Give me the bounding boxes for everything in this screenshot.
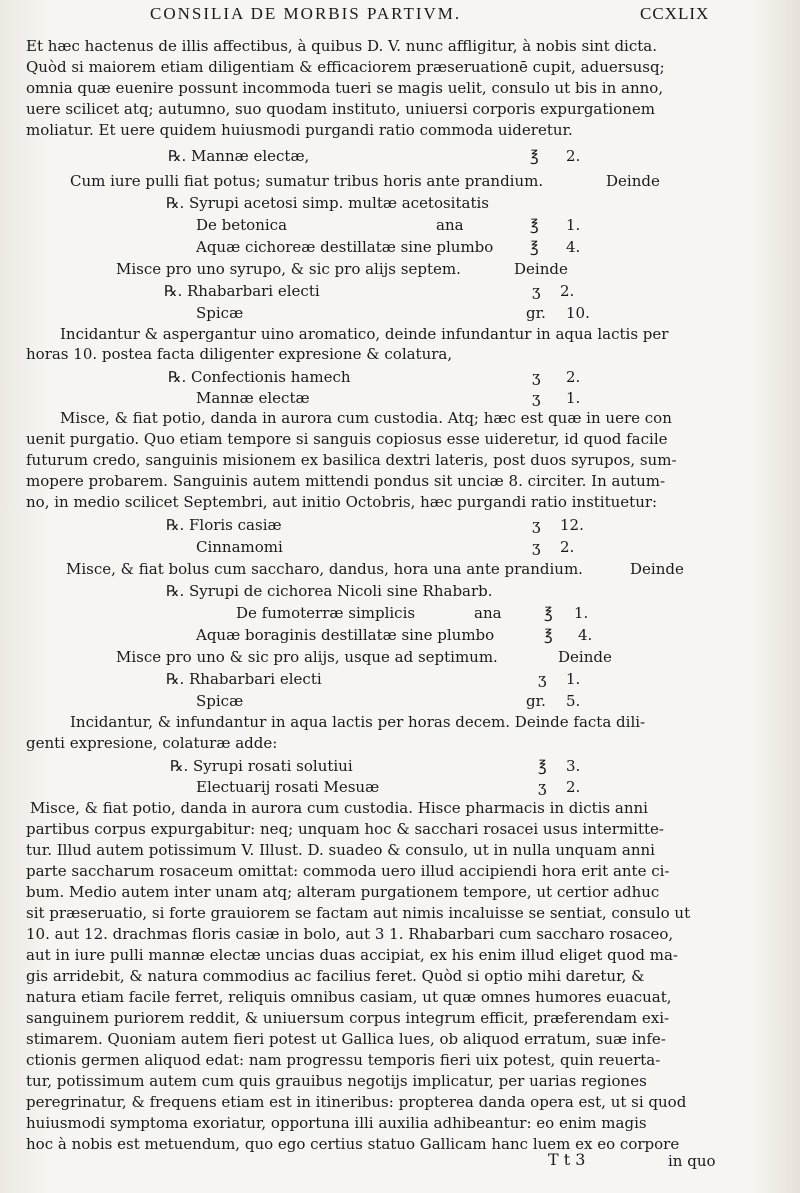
- page-footer: [0, 1140, 800, 1180]
- recipe-line: [0, 647, 800, 667]
- recipe-line: [0, 515, 800, 535]
- recipe-line: [0, 215, 800, 235]
- quantity: 2.: [566, 778, 581, 796]
- recipe-line: [0, 537, 800, 557]
- ana: ana: [474, 604, 502, 622]
- ingredient: Spicæ: [196, 692, 244, 710]
- quantity: 10.: [566, 304, 590, 322]
- text-line: uere scilicet atq; autumno, suo quodam instituto, uniuersi corporis expurgationem: [26, 100, 655, 118]
- recipe-line: [0, 581, 800, 601]
- recipe-line: [0, 237, 800, 257]
- unit: ʒ: [532, 368, 541, 386]
- text-line: Misce, & fiat potio, danda in aurora cum custodia. Hisce pharmacis in dictis anni: [30, 799, 648, 817]
- unit: ℥: [538, 757, 547, 775]
- unit: ʒ: [538, 670, 547, 688]
- deinde: Deinde: [606, 172, 660, 190]
- quantity: 12.: [560, 516, 584, 534]
- text-line: no, in medio scilicet Septembri, aut initio Octobris, hæc purgandi ratio instituetur:: [26, 493, 658, 511]
- recipe-line: [0, 281, 800, 301]
- unit: ʒ: [538, 778, 547, 796]
- text-line: sanguinem puriorem reddit, & uniuersum corpus integrum efficit, præferendam exi-: [26, 1009, 670, 1027]
- quantity: 1.: [574, 604, 589, 622]
- text-line: moliatur. Et uere quidem huiusmodi purgandi ratio commoda uideretur.: [26, 121, 573, 139]
- text-line: Et hæc hactenus de illis affectibus, à quibus D. V. nunc affligitur, à nobis sint dicta.: [26, 37, 657, 55]
- text-line: tur. Illud autem potissimum V. Illust. D. suadeo & consulo, ut in nulla unquam anni: [26, 841, 655, 859]
- recipe-line: [0, 625, 800, 645]
- unit: ℥: [544, 604, 553, 622]
- deinde: Deinde: [630, 560, 684, 578]
- text-line: partibus corpus expurgabitur: neq; unquam hoc & sacchari rosacei usus intermitte-: [26, 820, 664, 838]
- ingredient: ℞. Syrupi rosati solutiui: [170, 757, 353, 775]
- quantity: 5.: [566, 692, 581, 710]
- deinde: Deinde: [514, 260, 568, 278]
- text-line: Incidantur & aspergantur uino aromatico, deinde infundantur in aqua lactis per: [60, 325, 669, 343]
- unit: ℥: [530, 147, 539, 165]
- instruction: Misce pro uno syrupo, & sic pro alijs septem.: [116, 260, 461, 278]
- text-line: peregrinatur, & frequens etiam est in itineribus: propterea danda opera est, ut si quod: [26, 1093, 687, 1111]
- unit: ʒ: [532, 516, 541, 534]
- ingredient: De betonica: [196, 216, 288, 234]
- text-line: ctionis germen aliquod edat: nam progressu temporis fieri uix potest, quin reuerta-: [26, 1051, 661, 1069]
- recipe-line: [0, 603, 800, 623]
- quantity: 2.: [566, 147, 581, 165]
- recipe-line: [0, 193, 800, 213]
- quantity: 4.: [578, 626, 593, 644]
- ingredient: ℞. Mannæ electæ,: [168, 147, 310, 165]
- unit: ʒ: [532, 282, 541, 300]
- recipe-line: [0, 388, 800, 408]
- text-line: sit præseruatio, si forte grauiorem se factam aut nimis incaluisse se sentiat, consulo ut: [26, 904, 691, 922]
- ingredient: ℞. Rhabarbari electi: [164, 282, 320, 300]
- ingredient: Electuarij rosati Mesuæ: [196, 778, 380, 796]
- unit: ʒ: [532, 389, 541, 407]
- instruction: Misce pro uno & sic pro alijs, usque ad septimum.: [116, 648, 498, 666]
- recipe-line: [0, 146, 800, 166]
- recipe-line: [0, 669, 800, 689]
- catchword: in quo: [668, 1152, 716, 1170]
- running-head: CONSILIA DE MORBIS PARTIVM.: [150, 4, 462, 23]
- unit: ℥: [530, 216, 539, 234]
- ingredient: Aquæ cichoreæ destillatæ sine plumbo: [196, 238, 494, 256]
- recipe-line: [0, 367, 800, 387]
- ingredient: ℞. Floris casiæ: [166, 516, 282, 534]
- instruction: Cum iure pulli fiat potus; sumatur tribus horis ante prandium.: [70, 172, 544, 190]
- text-line: aut in iure pulli mannæ electæ uncias duas accipiat, ex his enim illud eliget quod ma-: [26, 946, 678, 964]
- text-line: stimarem. Quoniam autem fieri potest ut Gallica lues, ob aliquod erratum, suæ infe-: [26, 1030, 666, 1048]
- text-line: horas 10. postea facta diligenter expresione & colatura,: [26, 345, 453, 363]
- quantity: 1.: [566, 389, 581, 407]
- text-line: Quòd si maiorem etiam diligentiam & efficaciorem præseruationē cupit, aduersusq;: [26, 58, 665, 76]
- ingredient: ℞. Syrupi acetosi simp. multæ acetositatis: [166, 194, 489, 212]
- text-line: tur, potissimum autem cum quis grauibus negotijs implicatur, per uarias regiones: [26, 1072, 647, 1090]
- text-line: hoc à nobis est metuendum, quo ego certius statuo Gallicam hanc luem ex eo corpore: [26, 1135, 680, 1153]
- folio-number: CCXLIX: [640, 4, 710, 23]
- text-line: gis arridebit, & natura commodius ac facilius feret. Quòd si optio mihi daretur, &: [26, 967, 645, 985]
- text-line: Incidantur, & infundantur in aqua lactis per horas decem. Deinde facta dili-: [70, 713, 646, 731]
- ingredient: De fumoterræ simplicis: [236, 604, 416, 622]
- text-line: parte saccharum rosaceum omittat: commoda uero illud accipiendi hora erit ante ci-: [26, 862, 670, 880]
- text-line: genti expresione, colaturæ adde:: [26, 734, 278, 752]
- quantity: 1.: [566, 216, 581, 234]
- text-line: mopere probarem. Sanguinis autem mittendi pondus sit unciæ 8. circiter. In autum-: [26, 472, 666, 490]
- ingredient: ℞. Syrupi de cichorea Nicoli sine Rhabarb.: [166, 582, 493, 600]
- recipe-line: [0, 259, 800, 279]
- ingredient: Spicæ: [196, 304, 244, 322]
- recipe-line: [0, 691, 800, 711]
- instruction: Misce, & fiat bolus cum saccharo, dandus, hora una ante prandium.: [66, 560, 583, 578]
- text-line: futurum credo, sanguinis misionem ex basilica dextri lateris, post duos syrupos, sum-: [26, 451, 677, 469]
- ana: ana: [436, 216, 464, 234]
- deinde: Deinde: [558, 648, 612, 666]
- ingredient: Aquæ boraginis destillatæ sine plumbo: [196, 626, 495, 644]
- quantity: 1.: [566, 670, 581, 688]
- text-line: uenit purgatio. Quo etiam tempore si sanguis copiosus esse uideretur, id quod facile: [26, 430, 668, 448]
- recipe-line: [0, 171, 800, 191]
- text-line: Misce, & fiat potio, danda in aurora cum custodia. Atq; hæc est quæ in uere con: [60, 409, 672, 427]
- text-line: omnia quæ euenire possunt incommoda tueri se magis uelit, consulo ut bis in anno,: [26, 79, 664, 97]
- unit: gr.: [526, 304, 546, 322]
- quantity: 2.: [566, 368, 581, 386]
- signature-mark: T t 3: [548, 1150, 586, 1169]
- unit: ℥: [530, 238, 539, 256]
- ingredient: ℞. Rhabarbari electi: [166, 670, 322, 688]
- ingredient: Cinnamomi: [196, 538, 283, 556]
- unit: ℥: [544, 626, 553, 644]
- text-line: huiusmodi symptoma exoriatur, opportuna illi auxilia adhibeantur: eo enim magis: [26, 1114, 647, 1132]
- ingredient: ℞. Confectionis hamech: [168, 368, 351, 386]
- recipe-line: [0, 756, 800, 776]
- recipe-line: [0, 303, 800, 323]
- text-line: 10. aut 12. drachmas floris casiæ in bolo, aut 3 1. Rhabarbari cum saccharo rosaceo,: [26, 925, 674, 943]
- quantity: 3.: [566, 757, 581, 775]
- text-line: bum. Medio autem inter unam atq; alteram purgationem tempore, ut certior adhuc: [26, 883, 660, 901]
- text-line: natura etiam facile ferret, reliquis omnibus casiam, ut quæ omnes humores euacuat,: [26, 988, 672, 1006]
- unit: gr.: [526, 692, 546, 710]
- quantity: 2.: [560, 538, 575, 556]
- quantity: 2.: [560, 282, 575, 300]
- unit: ʒ: [532, 538, 541, 556]
- recipe-line: [0, 777, 800, 797]
- quantity: 4.: [566, 238, 581, 256]
- ingredient: Mannæ electæ: [196, 389, 310, 407]
- recipe-line: [0, 559, 800, 579]
